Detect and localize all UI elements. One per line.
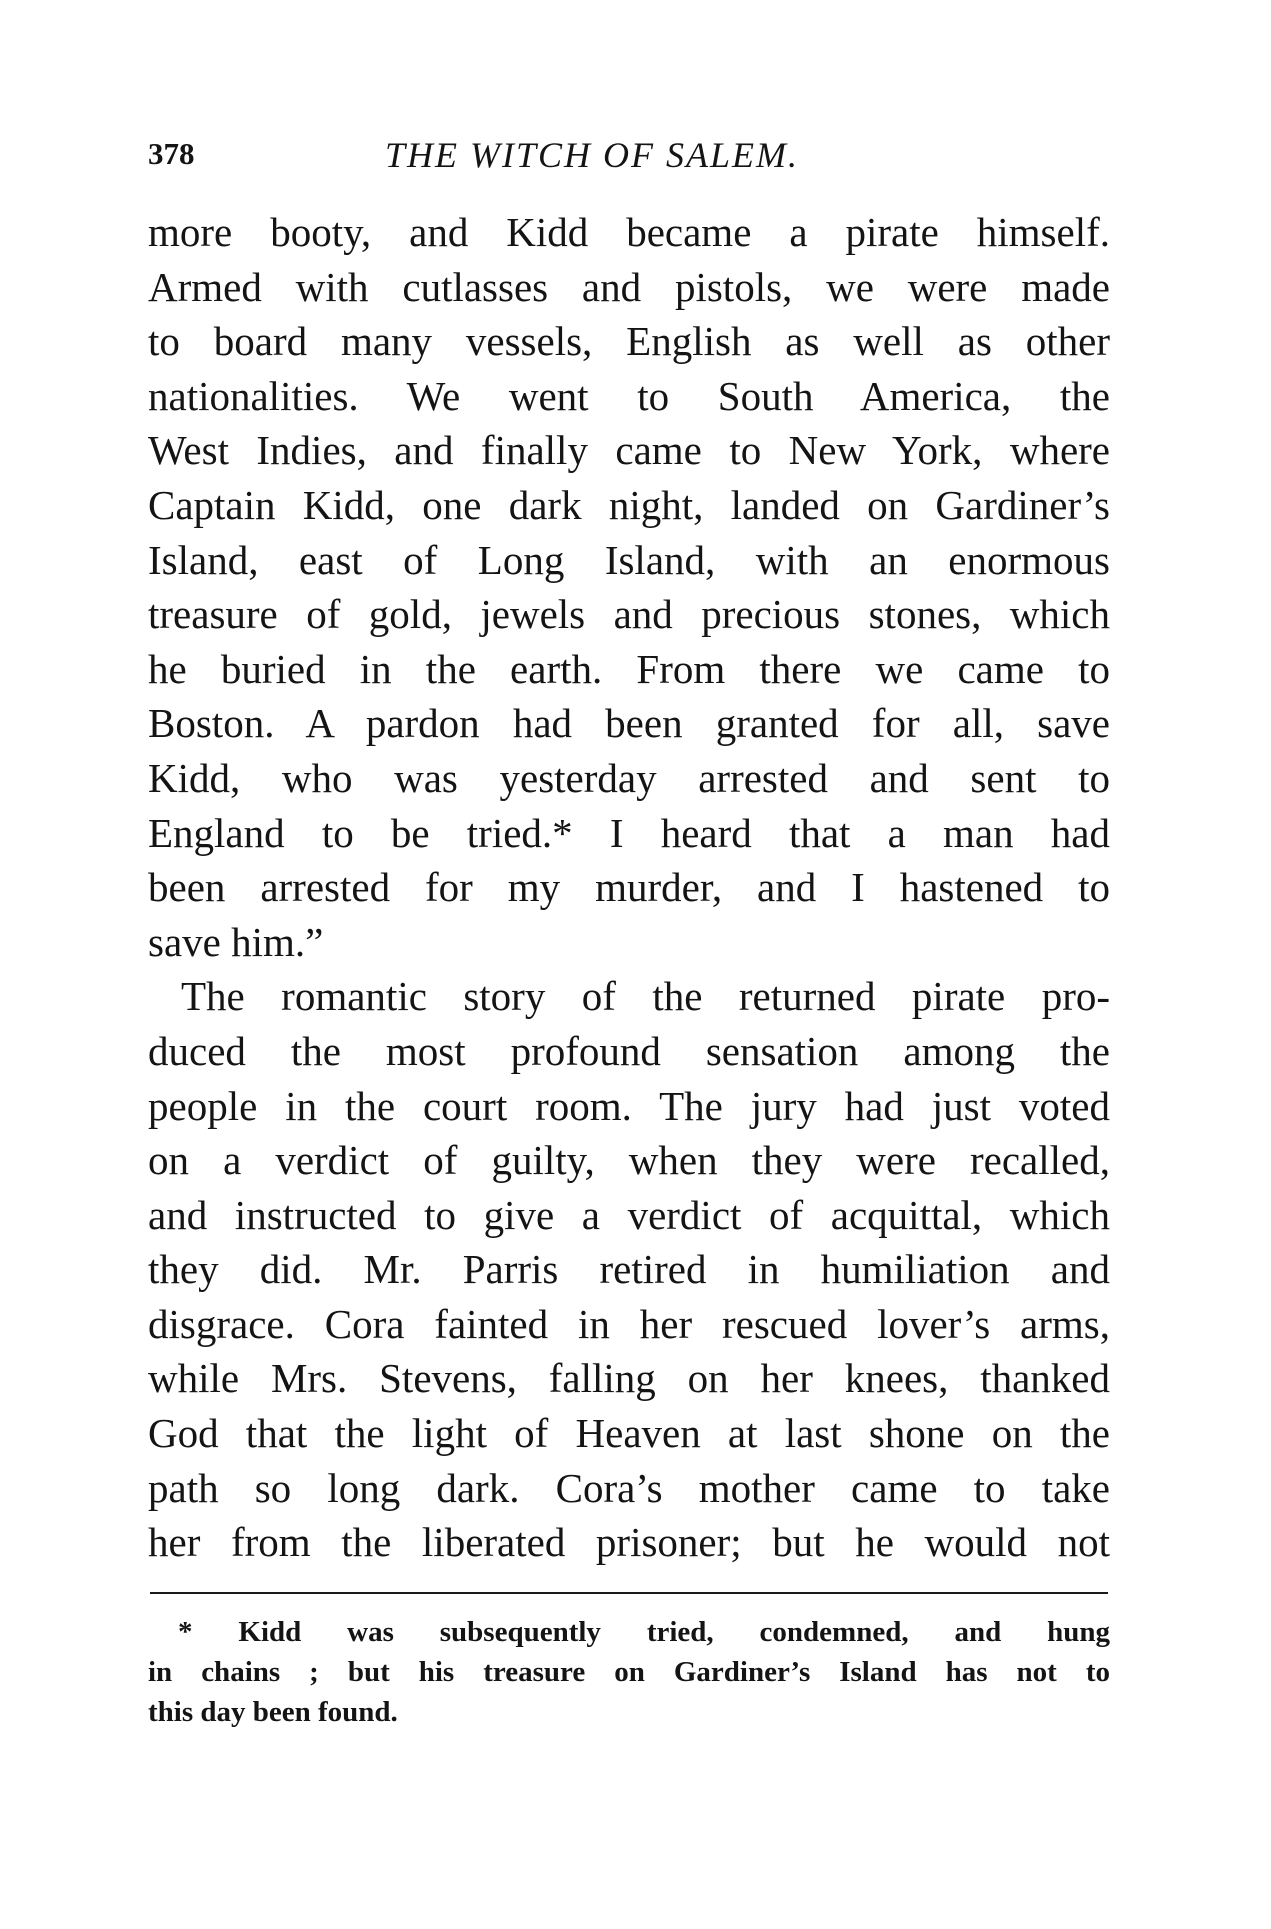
text-line: England to be tried.* I heard that a man had: [148, 809, 1110, 856]
text-line: been arrested for my murder, and I hastened to: [148, 864, 1110, 911]
paragraph-first-line: The romantic story of the returned pirate pro-: [181, 973, 1110, 1020]
running-head: [148, 130, 1108, 186]
text-line: treasure of gold, jewels and precious stones, which: [148, 591, 1110, 638]
text-line: he buried in the earth. From there we came to: [148, 645, 1110, 692]
footnote-line: * Kidd was subsequently tried, condemned, and hung: [178, 1616, 1110, 1648]
body-text: [148, 205, 1110, 1570]
text-line: and instructed to give a verdict of acquittal, which: [148, 1191, 1110, 1238]
text-line: Boston. A pardon had been granted for all, save: [148, 700, 1110, 747]
running-title: THE WITCH OF SALEM.: [385, 135, 799, 175]
footnote-line: in chains ; but his treasure on Gardiner’s Island has not to: [148, 1656, 1110, 1688]
page-number: 378: [148, 136, 195, 171]
text-line: duced the most profound sensation among the: [148, 1027, 1110, 1074]
text-line: disgrace. Cora fainted in her rescued lover’s arms,: [148, 1300, 1110, 1347]
text-line: path so long dark. Cora’s mother came to take: [148, 1464, 1110, 1511]
footnote: [148, 1612, 1110, 1732]
text-line: they did. Mr. Parris retired in humiliation and: [148, 1246, 1110, 1293]
text-line: while Mrs. Stevens, falling on her knees, thanked: [148, 1355, 1110, 1402]
text-line: her from the liberated prisoner; but he would not: [148, 1519, 1110, 1566]
footnote-line: this day been found.: [148, 1696, 398, 1728]
text-line: Captain Kidd, one dark night, landed on Gardiner’s: [148, 481, 1110, 528]
text-line: to board many vessels, English as well as other: [148, 318, 1110, 365]
text-line: West Indies, and finally came to New York, where: [148, 427, 1110, 474]
text-line: Island, east of Long Island, with an enormous: [148, 536, 1110, 583]
text-line: save him.”: [148, 918, 324, 965]
text-line: God that the light of Heaven at last shone on the: [148, 1410, 1110, 1457]
text-line: nationalities. We went to South America, the: [148, 372, 1110, 419]
text-line: on a verdict of guilty, when they were recalled,: [148, 1137, 1110, 1184]
footnote-divider: [150, 1592, 1108, 1594]
text-line: more booty, and Kidd became a pirate himself.: [148, 209, 1110, 255]
text-line: Armed with cutlasses and pistols, we were made: [148, 263, 1110, 310]
text-line: people in the court room. The jury had just voted: [148, 1082, 1110, 1129]
text-line: Kidd, who was yesterday arrested and sent to: [148, 754, 1110, 801]
